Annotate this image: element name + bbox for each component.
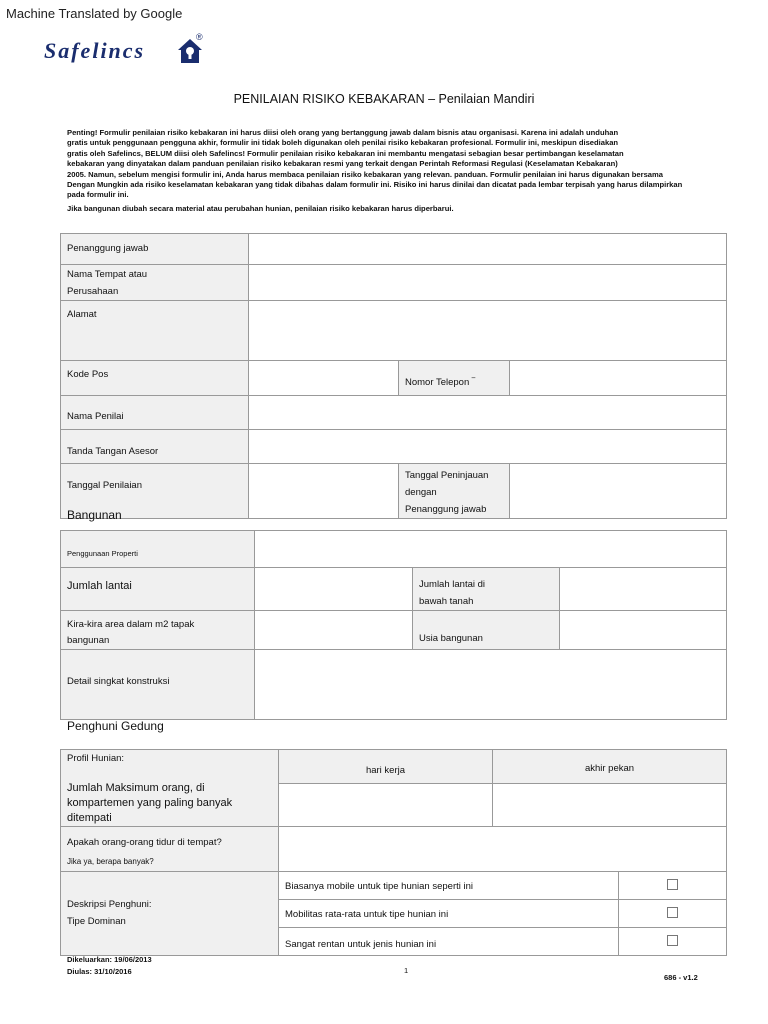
responsible-person-field[interactable] xyxy=(249,234,727,265)
checkbox[interactable] xyxy=(667,907,678,918)
assessor-name-label: Nama Penilai xyxy=(61,396,249,430)
safelincs-logo xyxy=(38,28,208,76)
postcode-field[interactable] xyxy=(249,361,399,396)
occupancy-profile-label: Profil Hunian: xyxy=(67,753,125,764)
floors-label: Jumlah lantai xyxy=(61,568,255,611)
document-title: PENILAIAN RISIKO KEBAKARAN – Penilaian Mandiri xyxy=(233,92,535,106)
occupant-option-vulnerable: Sangat rentan untuk jenis hunian ini xyxy=(279,928,619,956)
intro-notice xyxy=(67,128,727,214)
occupant-description-label: Deskripsi Penghuni: Tipe Dominan xyxy=(61,872,279,956)
intro-line: gratis untuk penggunaan pengguna akhir, formulir ini tidak boleh digunakan oleh penilai risiko kebakaran profesional. Formulir ini, meskipun disediakan xyxy=(67,138,619,148)
building-heading: Bangunan xyxy=(67,508,122,522)
option-mobile-checkbox-cell[interactable] xyxy=(619,872,727,900)
max-people-label: Jumlah Maksimum orang, di kompartemen yang paling banyak ditempati xyxy=(67,782,233,824)
page-number: 1 xyxy=(404,966,409,975)
assessment-date-label: Tanggal Penilaian xyxy=(61,464,249,519)
logo-text: Safelincs xyxy=(44,38,146,63)
weekend-max-field[interactable] xyxy=(493,784,727,827)
address-label: Alamat xyxy=(61,301,249,361)
responsible-person-table xyxy=(60,233,727,519)
building-table xyxy=(60,530,727,720)
assessor-signature-label: Tanda Tangan Asesor xyxy=(61,430,249,464)
sleeping-field[interactable] xyxy=(279,827,727,872)
construction-label: Detail singkat konstruksi xyxy=(61,650,255,720)
document-code: 686 - v1.2 xyxy=(664,973,698,982)
intro-update-note: Jika bangunan diubah secara material atau perubahan hunian, penilaian risiko kebakaran harus diperbarui. xyxy=(67,203,454,213)
intro-line: Penting! Formulir penilaian risiko kebakaran ini harus diisi oleh orang yang bertanggung jawab dalam bisnis atau organisasi. Karena ini adalah unduhan xyxy=(67,128,619,137)
occupant-option-average: Mobilitas rata-rata untuk tipe hunian ini xyxy=(279,900,619,928)
registered-mark: ® xyxy=(196,32,203,42)
postcode-label: Kode Pos xyxy=(61,361,249,396)
area-label: Kira-kira area dalam m2 tapak bangunan xyxy=(61,611,255,650)
intro-line: kebakaran yang dinyatakan dalam panduan penilaian risiko kebakaran resmi yang terkait dengan Perintah Reformasi Regulasi (Keselamatan Kebakaran) xyxy=(67,159,618,169)
property-use-field[interactable] xyxy=(255,531,727,568)
machine-translated-note: Machine Translated by Google xyxy=(6,6,183,21)
place-name-field[interactable] xyxy=(249,265,727,301)
phone-field[interactable] xyxy=(510,361,727,396)
sleeping-label: Apakah orang-orang tidur di tempat? Jika ya, berapa banyak? xyxy=(61,827,279,872)
occupants-table xyxy=(60,749,727,956)
place-name-label: Nama Tempat atau Perusahaan xyxy=(61,265,249,301)
area-field[interactable] xyxy=(255,611,413,650)
option-vulnerable-checkbox-cell[interactable] xyxy=(619,928,727,956)
intro-line: gratis oleh Safelincs, BELUM diisi oleh Safelincs! Formulir penilaian risiko kebakaran ini membantu mengatasi sebagian besar pertimbangan keselamatan xyxy=(67,148,624,158)
floors-below-label: Jumlah lantai di bawah tanah xyxy=(413,568,560,611)
occupants-heading: Penghuni Gedung xyxy=(67,719,164,733)
intro-line: pada formulir ini. xyxy=(67,190,129,200)
weekend-header: akhir pekan xyxy=(493,750,727,784)
issued-date: Dikeluarkan: 19/06/2013 xyxy=(67,955,152,964)
floors-below-field[interactable] xyxy=(560,568,727,611)
floors-field[interactable] xyxy=(255,568,413,611)
checkbox[interactable] xyxy=(667,879,678,890)
occupant-option-mobile: Biasanya mobile untuk tipe hunian seperti ini xyxy=(279,872,619,900)
assessment-date-field[interactable] xyxy=(249,464,399,519)
occupancy-profile-cell xyxy=(61,750,279,827)
building-age-label: Usia bangunan xyxy=(413,611,560,650)
weekday-max-field[interactable] xyxy=(279,784,493,827)
address-field[interactable] xyxy=(249,301,727,361)
intro-line: Dengan Mungkin ada risiko keselamatan kebakaran yang tidak dibahas dalam formulir ini. Risiko ini harus dinilai dan dicatat pada lembar terpisah yang harus dilampirkan xyxy=(67,180,683,190)
responsible-person-label: Penanggung jawab xyxy=(61,234,249,265)
assessor-name-field[interactable] xyxy=(249,396,727,430)
assessor-signature-field[interactable] xyxy=(249,430,727,464)
weekday-header: hari kerja xyxy=(279,750,493,784)
checkbox[interactable] xyxy=(667,935,678,946)
revised-date: Diulas: 31/10/2016 xyxy=(67,967,132,976)
intro-line: 2005. Namun, sebelum mengisi formulir ini, Anda harus membaca penilaian risiko kebakaran yang relevan. panduan. Formulir penilaian ini harus digunakan bersama xyxy=(67,169,664,179)
review-date-field[interactable] xyxy=(510,464,727,519)
option-average-checkbox-cell[interactable] xyxy=(619,900,727,928)
phone-label: Nomor Telepon ‾ xyxy=(399,361,510,396)
review-date-label: Tanggal Peninjauan dengan Penanggung jawab xyxy=(399,464,510,519)
building-age-field[interactable] xyxy=(560,611,727,650)
construction-field[interactable] xyxy=(255,650,727,720)
property-use-label: Penggunaan Properti xyxy=(61,531,255,568)
